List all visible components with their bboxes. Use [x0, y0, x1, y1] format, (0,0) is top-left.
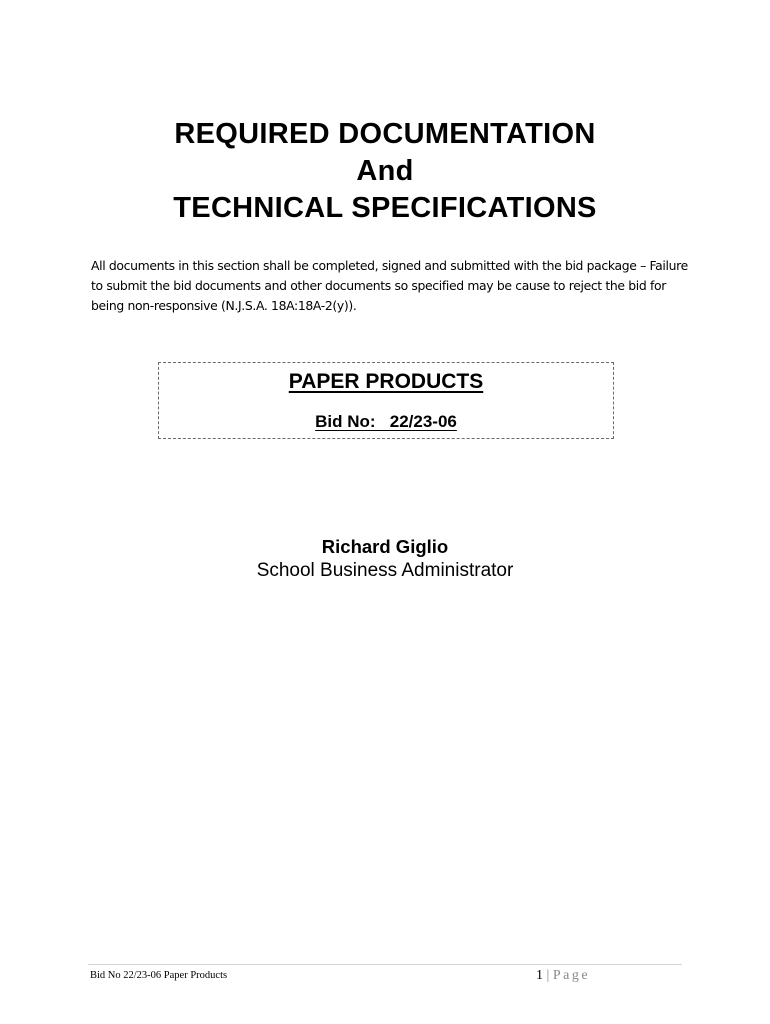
footer-bid-label: Bid No 22/23-06 Paper Products [90, 970, 228, 981]
title-line-3: TECHNICAL SPECIFICATIONS [173, 192, 597, 224]
footer-page-indicator [536, 967, 590, 985]
document-title [0, 116, 770, 227]
page-number: 1 [536, 968, 543, 983]
bid-box [158, 362, 614, 439]
product-title: PAPER PRODUCTS [288, 370, 484, 393]
page-footer [88, 964, 682, 991]
signer-title: School Business Administrator [256, 560, 514, 581]
page-label: Page [552, 968, 591, 983]
bid-number: Bid No: 22/23-06 [315, 412, 457, 431]
intro-paragraph: All documents in this section shall be completed, signed and submitted with the bid package – Failure to submit the bid documents and other documents so specified may be cause to reject the bid for being non-responsive (N.J.S.A. 18A:18A-2(y)). [91, 258, 688, 313]
title-line-2: And [356, 155, 414, 187]
page-separator: | [546, 968, 550, 983]
signer-block [0, 535, 770, 583]
title-line-1: REQUIRED DOCUMENTATION [174, 118, 596, 150]
signer-name: Richard Giglio [321, 536, 449, 557]
